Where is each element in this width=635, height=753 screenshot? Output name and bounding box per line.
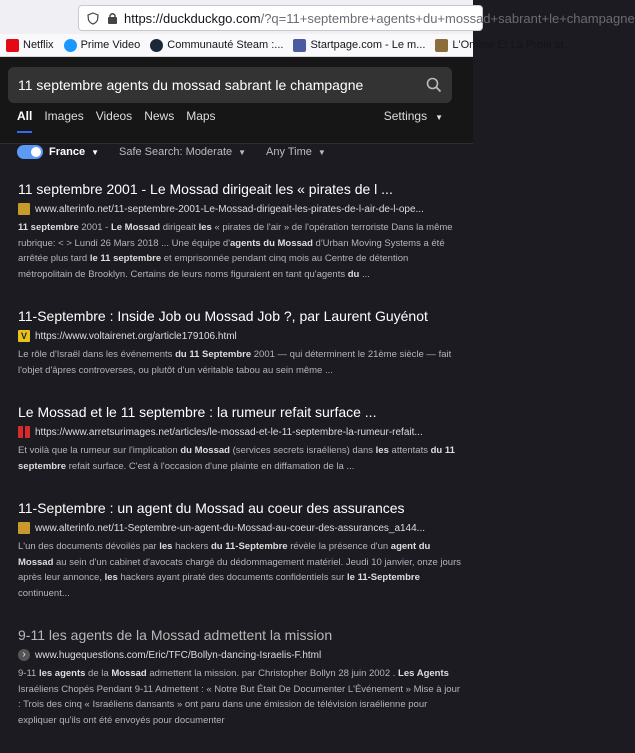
chevron-down-icon: ▼ [317, 147, 326, 157]
tab-maps[interactable]: Maps [186, 109, 216, 123]
bookmark-favicon [435, 39, 448, 52]
result-title-link[interactable]: 11-Septembre : Inside Job ou Mossad Job ?, par Laurent Guyénot [18, 308, 428, 324]
search-filters [17, 144, 346, 160]
search-result [18, 180, 463, 282]
result-url-text: https://www.arretsurimages.net/articles/le-mossad-et-le-11-septembre-la-rumeur-refait... [35, 426, 423, 438]
url-text [124, 11, 635, 26]
search-result [18, 626, 463, 728]
tab-images[interactable]: Images [44, 109, 84, 123]
time-filter[interactable] [266, 146, 326, 158]
bookmark-prime-video[interactable] [64, 39, 141, 52]
settings-menu[interactable] [384, 109, 443, 123]
steam-icon [150, 39, 163, 52]
chevron-down-icon: ▼ [91, 147, 99, 157]
result-snippet: Le rôle d'Israël dans les événements du 11 Septembre 2001 — qui déterminent le 21ème siècle — fait l'objet d'âpres controverses, ou plutôt d'un véritable tabou au sein même ... [18, 349, 452, 376]
bookmarks-bar [0, 34, 573, 57]
startpage-icon [293, 39, 306, 52]
bookmark-label: Prime Video [80, 39, 141, 51]
safe-search-label: Safe Search: Moderate [119, 146, 233, 158]
url-domain: https://duckduckgo.com [124, 10, 261, 26]
search-box[interactable] [8, 67, 452, 103]
netflix-icon [6, 39, 19, 52]
search-tabs [17, 109, 228, 133]
shield-icon[interactable] [87, 11, 99, 25]
result-url[interactable] [18, 328, 463, 344]
safe-search-filter[interactable] [119, 146, 246, 158]
search-result [18, 499, 463, 601]
result-title-link[interactable]: 9-11 les agents de la Mossad admettent la mission [18, 627, 333, 643]
bookmark-steam[interactable] [150, 39, 283, 52]
search-result [18, 307, 463, 378]
result-url[interactable] [18, 647, 463, 663]
region-toggle[interactable] [17, 145, 43, 159]
result-url-text: https://www.voltairenet.org/article179106.html [35, 330, 237, 342]
result-url[interactable] [18, 201, 463, 217]
result-snippet: Et voilà que la rumeur sur l'implication du Mossad (services secrets israéliens) dans les attentats du 11 septembre refait surface. C'est à l'occasion d'une plainte en diffamation de la ... [18, 445, 455, 472]
ddg-header [0, 57, 473, 144]
result-title-link[interactable]: 11-Septembre : un agent du Mossad au coeur des assurances [18, 500, 405, 516]
settings-label: Settings [383, 109, 428, 123]
chevron-down-icon: ▼ [238, 147, 247, 157]
result-snippet: 9-11 les agents de la Mossad admettent la mission. par Christopher Bollyn 28 juin 2002 . Les Agents Israéliens Chopés Pendant 9-11 Admettent : « Notre But Était De Documenter L'Événement » Mise à jour : Trois des cinq « Israéliens dansants » ont paru dans une émission de télévision israélienne pour expliquer qu'ils ont été envoyés pour documenter [18, 668, 461, 726]
url-path: /?q=11+septembre+agents+du+mossad+sabrant+le+champagne [260, 10, 635, 26]
result-url[interactable] [18, 520, 463, 536]
bookmark-label: Netflix [23, 39, 54, 51]
result-url-text: www.alterinfo.net/11-Septembre-un-agent-du-Mossad-au-coeur-des-assurances_a144... [35, 522, 426, 534]
bookmark-startpage[interactable] [293, 39, 425, 52]
result-snippet: 11 septembre 2001 - Le Mossad dirigeait les « pirates de l'air » de l'opération terroriste Dans la même rubrique: < > Lundi 26 Mars 2018 ... Une équipe d'agents du Mossad d'Urban Moving Systems a été arrêtée plus tard le 11 septembre et emprisonnée pendant cinq mois au Centre de détention métropolitain de Brooklyn. Certains de leurs noms figuraient en tant qu'agents du ... [18, 222, 453, 280]
tab-videos[interactable]: Videos [95, 109, 133, 123]
result-url-text: www.hugequestions.com/Eric/TFC/Bollyn-dancing-Israelis-F.html [35, 649, 322, 661]
results-list [18, 180, 463, 753]
browser-toolbar [0, 0, 635, 34]
lock-icon[interactable] [107, 11, 118, 25]
prime-video-icon [64, 39, 77, 52]
time-label: Any Time [266, 146, 312, 158]
bookmark-label: L'Ombre Et La Proie st... [452, 39, 573, 51]
bookmark-label: Startpage.com - Le m... [310, 39, 426, 51]
search-result [18, 403, 463, 474]
result-url-text: www.alterinfo.net/11-septembre-2001-Le-Mossad-dirigeait-les-pirates-de-l-air-de-l-ope... [35, 203, 424, 215]
result-title-link[interactable]: Le Mossad et le 11 septembre : la rumeur refait surface ... [18, 404, 377, 420]
bookmark-netflix[interactable] [6, 39, 54, 52]
result-snippet: L'un des documents dévoilés par les hackers du 11-Septembre révèle la présence d'un agent du Mossad au sein d'un cabinet d'avocats chargé du dédommagement matériel. Jeudi 10 janvier, onze jours après leur annonce, les hackers ayant piraté des documents confidentiels sur le 11-Septembre continuent... [18, 541, 461, 599]
tab-all[interactable]: All [17, 109, 32, 133]
site-favicon-icon [18, 203, 30, 215]
result-title-link[interactable]: 11 septembre 2001 - Le Mossad dirigeait les « pirates de l ... [18, 181, 393, 197]
search-input[interactable]: 11 septembre agents du mossad sabrant le champagne [18, 77, 364, 93]
region-filter[interactable] [49, 146, 99, 158]
site-favicon-icon [18, 522, 30, 534]
bookmark-label: Communauté Steam :... [167, 39, 284, 51]
address-bar[interactable] [78, 5, 635, 31]
region-label: France [49, 146, 86, 158]
tab-news[interactable]: News [144, 109, 175, 123]
chevron-down-icon: ▼ [435, 113, 443, 122]
site-favicon-icon [18, 426, 30, 438]
site-favicon-icon: › [18, 649, 30, 661]
search-icon[interactable] [416, 77, 452, 93]
bookmark-ombre-proie[interactable] [435, 39, 572, 52]
result-url[interactable] [18, 424, 463, 440]
site-favicon-icon: V [18, 330, 30, 342]
